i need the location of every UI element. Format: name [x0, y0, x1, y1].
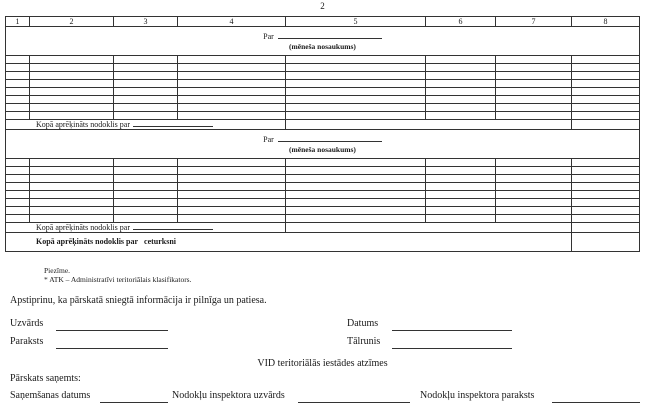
table-cell[interactable] [114, 80, 178, 88]
table-cell[interactable] [572, 183, 640, 191]
column-header: 7 [496, 17, 572, 27]
table-cell[interactable] [286, 175, 426, 183]
table-cell[interactable] [426, 215, 496, 223]
column-header-row [6, 17, 640, 27]
table-cell[interactable] [6, 215, 30, 223]
page-number: 2 [320, 1, 325, 11]
section-total-label: Kopā aprēķināts nodoklis par [36, 120, 130, 129]
confirmation-text: Apstiprinu, ka pārskatā sniegtā informācija ir pilnīga un patiesa. [10, 295, 267, 306]
table-cell[interactable] [178, 191, 286, 199]
table-cell[interactable] [114, 96, 178, 104]
inspector-name-label: Nodokļu inspektora uzvārds [172, 390, 285, 401]
par-label: Par [263, 134, 274, 144]
inspector-signature-field[interactable] [552, 402, 640, 403]
table-cell[interactable] [114, 56, 178, 64]
table-row [6, 80, 640, 88]
table-cell[interactable] [114, 167, 178, 175]
table-cell[interactable] [426, 159, 496, 167]
table-cell[interactable] [178, 64, 286, 72]
receipt-date-field[interactable] [100, 402, 168, 403]
table-cell[interactable] [114, 183, 178, 191]
table-cell[interactable] [496, 191, 572, 199]
table-cell[interactable] [6, 88, 30, 96]
table-cell[interactable] [572, 159, 640, 167]
table-cell[interactable] [572, 88, 640, 96]
table-cell[interactable] [30, 80, 114, 88]
table-row [6, 167, 640, 175]
total-value-cell[interactable] [572, 120, 640, 130]
table-cell[interactable] [426, 56, 496, 64]
table-cell[interactable] [572, 72, 640, 80]
total-empty-cell [286, 120, 572, 130]
tax-table [5, 16, 640, 252]
table-row [6, 175, 640, 183]
table-cell[interactable] [114, 207, 178, 215]
month-name-field[interactable] [278, 31, 382, 39]
table-row [6, 215, 640, 223]
table-cell[interactable] [496, 199, 572, 207]
table-cell[interactable] [114, 88, 178, 96]
table-cell[interactable] [426, 96, 496, 104]
table-cell[interactable] [572, 112, 640, 120]
quarter-total-row [6, 233, 640, 252]
column-header: 2 [30, 17, 114, 27]
total-period-field[interactable] [133, 120, 213, 127]
table-row [6, 159, 640, 167]
table-cell[interactable] [286, 72, 426, 80]
par-line [6, 31, 639, 42]
table-cell[interactable] [496, 72, 572, 80]
table-cell[interactable] [286, 64, 426, 72]
table-cell[interactable] [286, 112, 426, 120]
table-cell[interactable] [286, 215, 426, 223]
table-cell[interactable] [6, 64, 30, 72]
month-header [6, 130, 640, 159]
quarter-total-suffix: ceturksni [144, 237, 177, 246]
table-cell[interactable] [114, 215, 178, 223]
table-cell[interactable] [178, 96, 286, 104]
table-cell[interactable] [426, 175, 496, 183]
table-cell[interactable] [30, 207, 114, 215]
table-cell[interactable] [30, 96, 114, 104]
table-cell[interactable] [286, 167, 426, 175]
table-cell[interactable] [426, 112, 496, 120]
month-header-row [6, 27, 640, 56]
table-cell[interactable] [178, 112, 286, 120]
table-cell[interactable] [286, 199, 426, 207]
table-cell[interactable] [286, 183, 426, 191]
signature-field[interactable] [56, 348, 168, 349]
date-label: Datums [347, 318, 379, 329]
table-cell[interactable] [178, 215, 286, 223]
table-cell[interactable] [114, 175, 178, 183]
table-cell[interactable] [572, 167, 640, 175]
table-cell[interactable] [6, 207, 30, 215]
table-cell[interactable] [496, 215, 572, 223]
table-cell[interactable] [572, 191, 640, 199]
note-title: Piezīme. [44, 266, 71, 275]
table-cell[interactable] [178, 88, 286, 96]
section-total-row [6, 120, 640, 130]
table-cell[interactable] [286, 191, 426, 199]
month-caption: (mēneša nosaukums) [289, 41, 356, 51]
month-name-field[interactable] [278, 134, 382, 142]
table-cell[interactable] [286, 96, 426, 104]
table-cell[interactable] [30, 215, 114, 223]
column-header: 6 [426, 17, 496, 27]
column-header: 3 [114, 17, 178, 27]
table-cell[interactable] [496, 183, 572, 191]
quarter-total-value-cell[interactable] [572, 233, 640, 252]
month-header [6, 27, 640, 56]
table-cell[interactable] [6, 80, 30, 88]
par-label: Par [263, 31, 274, 41]
table-cell[interactable] [114, 191, 178, 199]
table-cell[interactable] [178, 72, 286, 80]
table-cell[interactable] [30, 159, 114, 167]
table-cell[interactable] [496, 104, 572, 112]
column-header: 4 [178, 17, 286, 27]
table-cell[interactable] [572, 207, 640, 215]
inspector-signature-label: Nodokļu inspektora paraksts [420, 390, 535, 401]
table-cell[interactable] [286, 207, 426, 215]
table-cell[interactable] [178, 175, 286, 183]
note-block [44, 266, 191, 284]
inspector-name-field[interactable] [298, 402, 410, 403]
table-cell[interactable] [6, 72, 30, 80]
table-cell[interactable] [178, 199, 286, 207]
table-cell[interactable] [496, 112, 572, 120]
table-cell[interactable] [286, 104, 426, 112]
table-row [6, 64, 640, 72]
table-cell[interactable] [426, 80, 496, 88]
table-cell[interactable] [496, 88, 572, 96]
total-empty-cell [286, 223, 572, 233]
column-header: 1 [6, 17, 30, 27]
table-cell[interactable] [178, 183, 286, 191]
table-cell[interactable] [496, 56, 572, 64]
table-cell[interactable] [6, 167, 30, 175]
table-cell[interactable] [30, 104, 114, 112]
table-cell[interactable] [178, 159, 286, 167]
table-cell[interactable] [114, 159, 178, 167]
section-total-label-cell [6, 120, 286, 130]
table-cell[interactable] [426, 191, 496, 199]
table-cell[interactable] [30, 167, 114, 175]
note-text: * ATK – Administratīvi teritoriālais klasifikators. [44, 275, 192, 284]
table-cell[interactable] [6, 191, 30, 199]
table-cell[interactable] [178, 56, 286, 64]
phone-field[interactable] [392, 348, 512, 349]
table-cell[interactable] [30, 88, 114, 96]
table-cell[interactable] [178, 207, 286, 215]
table-cell[interactable] [30, 56, 114, 64]
table-cell[interactable] [496, 175, 572, 183]
table-cell[interactable] [6, 112, 30, 120]
section-total-label: Kopā aprēķināts nodoklis par [36, 223, 130, 232]
table-cell[interactable] [6, 183, 30, 191]
receipt-date-label: Saņemšanas datums [10, 390, 91, 401]
table-cell[interactable] [426, 183, 496, 191]
table-cell[interactable] [286, 80, 426, 88]
total-value-cell[interactable] [572, 223, 640, 233]
section-total-row [6, 223, 640, 233]
table-cell[interactable] [572, 104, 640, 112]
table-row [6, 72, 640, 80]
table-cell[interactable] [30, 72, 114, 80]
table-cell[interactable] [6, 175, 30, 183]
total-period-field[interactable] [133, 223, 213, 230]
table-cell[interactable] [30, 191, 114, 199]
name-label: Uzvārds [10, 318, 44, 329]
table-cell[interactable] [6, 159, 30, 167]
table-cell[interactable] [496, 159, 572, 167]
quarter-total-label-cell [6, 233, 572, 252]
phone-label: Tālrunis [347, 336, 381, 347]
table-cell[interactable] [114, 112, 178, 120]
table-row [6, 96, 640, 104]
table-cell[interactable] [496, 96, 572, 104]
date-field[interactable] [392, 330, 512, 331]
table-cell[interactable] [30, 199, 114, 207]
table-cell[interactable] [178, 80, 286, 88]
table-cell[interactable] [6, 104, 30, 112]
table-cell[interactable] [572, 175, 640, 183]
table-cell[interactable] [426, 104, 496, 112]
table-cell[interactable] [178, 104, 286, 112]
table-row [6, 56, 640, 64]
table-cell[interactable] [496, 80, 572, 88]
table-cell[interactable] [30, 183, 114, 191]
table-cell[interactable] [286, 56, 426, 64]
table-cell[interactable] [426, 167, 496, 175]
table-row [6, 104, 640, 112]
column-header: 5 [286, 17, 426, 27]
par-line [6, 134, 639, 145]
vid-title: VID teritoriālās iestādes atzīmes [257, 358, 388, 369]
table-cell[interactable] [30, 175, 114, 183]
table-cell[interactable] [572, 96, 640, 104]
column-header: 8 [572, 17, 640, 27]
table-cell[interactable] [6, 56, 30, 64]
table-cell[interactable] [286, 159, 426, 167]
table-row [6, 183, 640, 191]
table-row [6, 112, 640, 120]
table-cell[interactable] [286, 88, 426, 96]
quarter-total-prefix: Kopā aprēķināts nodoklis par [36, 237, 139, 246]
month-caption: (mēneša nosaukums) [289, 144, 356, 154]
table-row [6, 191, 640, 199]
table-cell[interactable] [114, 64, 178, 72]
table-cell[interactable] [114, 72, 178, 80]
table-cell[interactable] [572, 56, 640, 64]
table-cell[interactable] [30, 112, 114, 120]
table-cell[interactable] [178, 167, 286, 175]
table-cell[interactable] [572, 80, 640, 88]
table-cell[interactable] [426, 64, 496, 72]
table-cell[interactable] [114, 104, 178, 112]
table-cell[interactable] [496, 167, 572, 175]
table-row [6, 199, 640, 207]
month-header-row [6, 130, 640, 159]
table-cell[interactable] [426, 199, 496, 207]
table-cell[interactable] [572, 199, 640, 207]
table-cell[interactable] [572, 215, 640, 223]
table-cell[interactable] [426, 207, 496, 215]
table-cell[interactable] [6, 199, 30, 207]
table-cell[interactable] [114, 199, 178, 207]
received-label: Pārskats saņemts: [10, 373, 81, 384]
table-cell[interactable] [496, 64, 572, 72]
table-cell[interactable] [6, 96, 30, 104]
table-cell[interactable] [30, 64, 114, 72]
table-cell[interactable] [496, 207, 572, 215]
section-total-label-cell [6, 223, 286, 233]
table-row [6, 88, 640, 96]
table-cell[interactable] [426, 72, 496, 80]
table-cell[interactable] [426, 88, 496, 96]
signature-label: Paraksts [10, 336, 44, 347]
table-row [6, 207, 640, 215]
table-cell[interactable] [572, 64, 640, 72]
name-field[interactable] [56, 330, 168, 331]
